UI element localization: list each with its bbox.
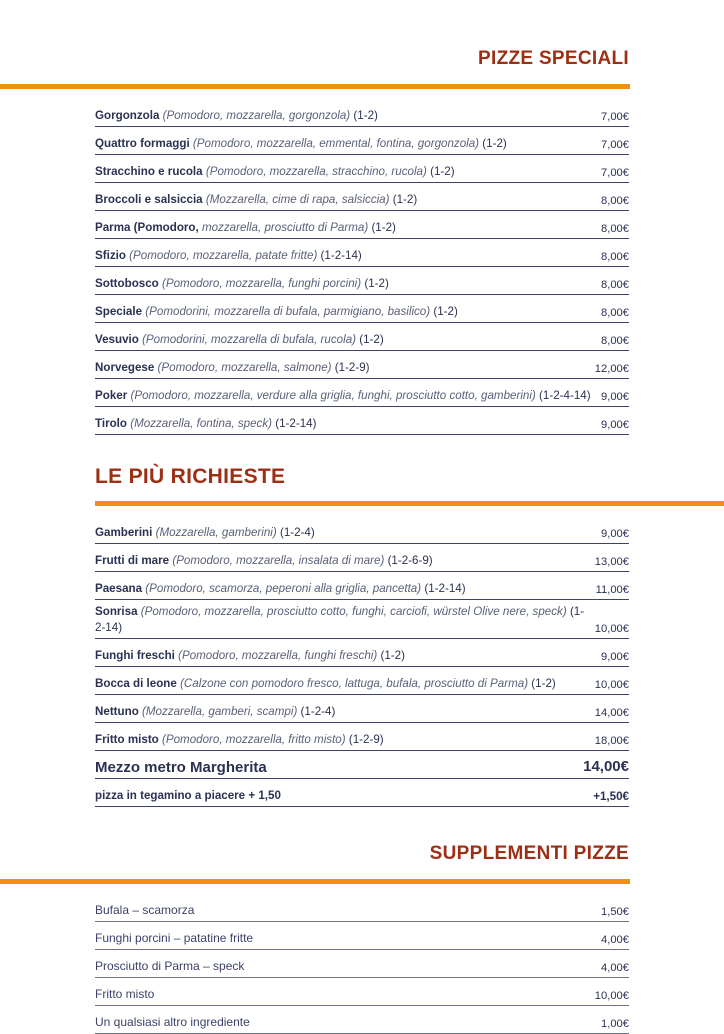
item-description (95, 525, 601, 541)
item-price: 8,00€ (601, 251, 629, 263)
section-gap-2 (0, 807, 724, 843)
menu-row[interactable] (95, 723, 629, 751)
item-description (95, 248, 601, 264)
item-ingredients: (Pomodoro, mozzarella, funghi freschi) (178, 648, 378, 662)
menu-row[interactable] (95, 99, 629, 127)
item-name: Quattro formaggi (95, 136, 190, 150)
rule-gap-2 (0, 506, 724, 516)
item-name: Norvegese (95, 360, 155, 374)
menu-row[interactable] (95, 894, 629, 922)
item-price: 14,00€ (594, 707, 629, 719)
menu-row[interactable] (95, 239, 629, 267)
item-allergens: (1-2-14) (320, 248, 362, 262)
item-description (95, 164, 601, 180)
item-name: Bufala – scamorza (95, 902, 195, 917)
menu-row[interactable] (95, 639, 629, 667)
item-allergens: (1-2) (531, 676, 556, 690)
section-title-pizze-speciali: PIZZE SPECIALI (478, 48, 629, 69)
item-ingredients: (Pomodoro, mozzarella, salmone) (157, 360, 332, 374)
item-list-le-piu-richieste (95, 516, 629, 807)
menu-row[interactable] (95, 183, 629, 211)
item-price: 7,00€ (601, 139, 629, 151)
item-price: 12,00€ (594, 363, 629, 375)
item-price: 11,00€ (595, 584, 629, 596)
item-description (95, 276, 601, 292)
menu-row[interactable] (95, 516, 629, 544)
item-ingredients: (Pomodoro, mozzarella, patate fritte) (129, 248, 318, 262)
item-description (95, 676, 595, 692)
item-allergens: (1-2) (359, 332, 384, 346)
menu-row[interactable] (95, 323, 629, 351)
item-price: 4,00€ (601, 962, 629, 974)
item-ingredients: (Mozzarella, cime di rapa, salsiccia) (205, 192, 390, 206)
item-ingredients: (Pomodoro, scamorza, peperoni alla griglia, pancetta) (145, 581, 422, 595)
item-name: Un qualsiasi altro ingrediente (95, 1014, 250, 1029)
item-price: 8,00€ (601, 307, 629, 319)
item-allergens: (1-2) (371, 220, 396, 234)
item-name: Funghi freschi (95, 648, 175, 662)
item-price: 10,00€ (594, 990, 629, 1002)
item-price: 14,00€ (583, 758, 629, 775)
item-price: 8,00€ (601, 223, 629, 235)
item-description (95, 360, 595, 376)
menu-row[interactable] (95, 544, 629, 572)
menu-row[interactable] (95, 155, 629, 183)
item-price: +1,50€ (593, 790, 629, 803)
item-description (95, 332, 601, 348)
heading-gap-3 (0, 865, 724, 879)
item-allergens: (1-2) (380, 648, 405, 662)
item-description (95, 220, 601, 236)
item-price: 13,00€ (594, 556, 629, 568)
menu-row[interactable] (95, 211, 629, 239)
item-allergens: (1-2-14) (424, 581, 466, 595)
item-allergens: (1-2-14) (275, 416, 317, 430)
rule-gap-3 (0, 884, 724, 894)
item-price: 7,00€ (601, 111, 629, 123)
item-name: Tirolo (95, 416, 127, 430)
item-description (95, 388, 601, 404)
item-ingredients: (Pomodoro, mozzarella, insalata di mare) (172, 553, 385, 567)
item-name: Stracchino e rucola (95, 164, 203, 178)
item-ingredients: (Calzone con pomodoro fresco, lattuga, bufala, prosciutto di Parma) (180, 676, 529, 690)
rule-gap-1 (0, 89, 724, 99)
top-spacer (0, 0, 724, 48)
item-name: Vesuvio (95, 332, 139, 346)
menu-row-highlight[interactable] (95, 751, 629, 779)
item-price: 18,00€ (594, 735, 629, 747)
item-description (95, 136, 601, 152)
item-name: Poker (95, 388, 128, 402)
item-ingredients: (Mozzarella, gamberini) (155, 525, 277, 539)
item-price: 9,00€ (601, 651, 629, 663)
item-price: 10,00€ (594, 623, 629, 635)
menu-row[interactable] (95, 295, 629, 323)
item-ingredients: (Pomodorini, mozzarella di bufala, parmigiano, basilico) (145, 304, 431, 318)
item-name: Broccoli e salsiccia (95, 192, 203, 206)
heading-gap-2 (0, 489, 724, 501)
item-name: Frutti di mare (95, 553, 170, 567)
item-name: Speciale (95, 304, 143, 318)
item-description (95, 704, 595, 720)
item-ingredients: (Pomodoro, mozzarella, funghi porcini) (162, 276, 362, 290)
item-list-supplementi-pizze (95, 894, 629, 1034)
item-ingredients: (Pomodoro, mozzarella, gorgonzola) (162, 108, 351, 122)
item-description (95, 581, 596, 597)
menu-row[interactable] (95, 695, 629, 723)
item-allergens: (1-2-9) (334, 360, 370, 374)
item-description (95, 553, 595, 569)
menu-row[interactable] (95, 922, 629, 950)
menu-row[interactable] (95, 600, 629, 639)
item-description (95, 304, 601, 320)
item-name: Fritto misto (95, 986, 155, 1001)
item-ingredients: (Mozzarella, gamberi, scampi) (142, 704, 298, 718)
item-allergens: (1-2) (392, 192, 418, 206)
item-price: 8,00€ (601, 335, 629, 347)
section-le-piu-richieste (0, 465, 724, 807)
menu-row[interactable] (95, 950, 629, 978)
item-allergens: (1-2-4) (300, 704, 336, 718)
item-description (95, 192, 601, 208)
item-price: 8,00€ (601, 279, 629, 291)
item-allergens: (1-2-4) (279, 525, 315, 539)
item-name: Gamberini (95, 525, 153, 539)
item-description (95, 648, 601, 664)
item-price: 9,00€ (601, 391, 629, 403)
item-description (95, 416, 601, 432)
menu-row[interactable] (95, 572, 629, 600)
item-allergens: (1-2) (364, 276, 389, 290)
item-name: pizza in tegamino a piacere + 1,50 (95, 788, 281, 802)
item-ingredients: (Pomodoro, mozzarella, fritto misto) (162, 732, 346, 746)
item-allergens: (1-2-9) (348, 732, 384, 746)
item-description (95, 732, 595, 748)
section-gap-1 (0, 435, 724, 465)
item-allergens: (1-2-4-14) (539, 388, 591, 402)
item-price: 10,00€ (594, 679, 629, 691)
item-name: Funghi porcini – patatine fritte (95, 930, 254, 945)
section-pizze-speciali (0, 48, 724, 435)
section-title-le-piu-richieste: LE PIÙ RICHIESTE (95, 465, 286, 488)
item-ingredients: (Pomodoro, mozzarella, prosciutto cotto, funghi, carciofi, würstel Olive nere, speck) (140, 605, 567, 618)
item-ingredients: (Pomodoro, mozzarella, verdure alla griglia, funghi, prosciutto cotto, gamberini) (130, 388, 536, 402)
item-price: 1,00€ (601, 1018, 629, 1030)
menu-row[interactable] (95, 379, 629, 407)
menu-row[interactable] (95, 267, 629, 295)
item-allergens: (1-2) (433, 304, 458, 318)
menu-row[interactable] (95, 667, 629, 695)
item-name: Bocca di leone (95, 676, 177, 690)
item-allergens: (1-2-14) (95, 605, 585, 634)
item-price: 1,50€ (601, 906, 629, 918)
menu-row[interactable] (95, 1006, 629, 1034)
item-description (95, 108, 601, 124)
item-ingredients: (Pomodoro, mozzarella, stracchino, rucola) (205, 164, 427, 178)
item-allergens: (1-2-6-9) (387, 553, 433, 567)
item-ingredients: (Pomodoro, mozzarella, emmental, fontina, gorgonzola) (192, 136, 480, 150)
item-ingredients: mozzarella, prosciutto di Parma) (201, 220, 369, 234)
item-name: Parma (Pomodoro, (95, 220, 199, 234)
menu-row[interactable] (95, 407, 629, 435)
menu-row[interactable] (95, 351, 629, 379)
menu-row[interactable] (95, 978, 629, 1006)
item-name: Fritto misto (95, 732, 159, 746)
section-supplementi-pizze (0, 843, 724, 1034)
item-name: Prosciutto di Parma – speck (95, 958, 245, 973)
item-ingredients: (Pomodorini, mozzarella di bufala, rucola) (142, 332, 356, 346)
menu-row[interactable] (95, 127, 629, 155)
item-price: 4,00€ (601, 934, 629, 946)
item-list-pizze-speciali (95, 99, 629, 435)
item-description (95, 604, 595, 635)
item-price: 8,00€ (601, 195, 629, 207)
menu-row-note[interactable] (95, 779, 629, 807)
item-name: Mezzo metro Margherita (95, 758, 267, 776)
item-name: Gorgonzola (95, 108, 160, 122)
item-allergens: (1-2) (353, 108, 378, 122)
item-name: Paesana (95, 581, 143, 595)
item-ingredients: (Mozzarella, fontina, speck) (130, 416, 272, 430)
item-price: 7,00€ (601, 167, 629, 179)
item-price: 9,00€ (601, 528, 629, 540)
item-name: Sottobosco (95, 276, 159, 290)
item-allergens: (1-2) (430, 164, 455, 178)
item-name: Nettuno (95, 704, 139, 718)
item-price: 9,00€ (601, 419, 629, 431)
item-allergens: (1-2) (482, 136, 507, 150)
item-name: Sfizio (95, 248, 126, 262)
item-name: Sonrisa (95, 605, 138, 618)
section-title-supplementi-pizze: SUPPLEMENTI PIZZE (429, 843, 629, 864)
heading-gap-1 (0, 70, 724, 84)
